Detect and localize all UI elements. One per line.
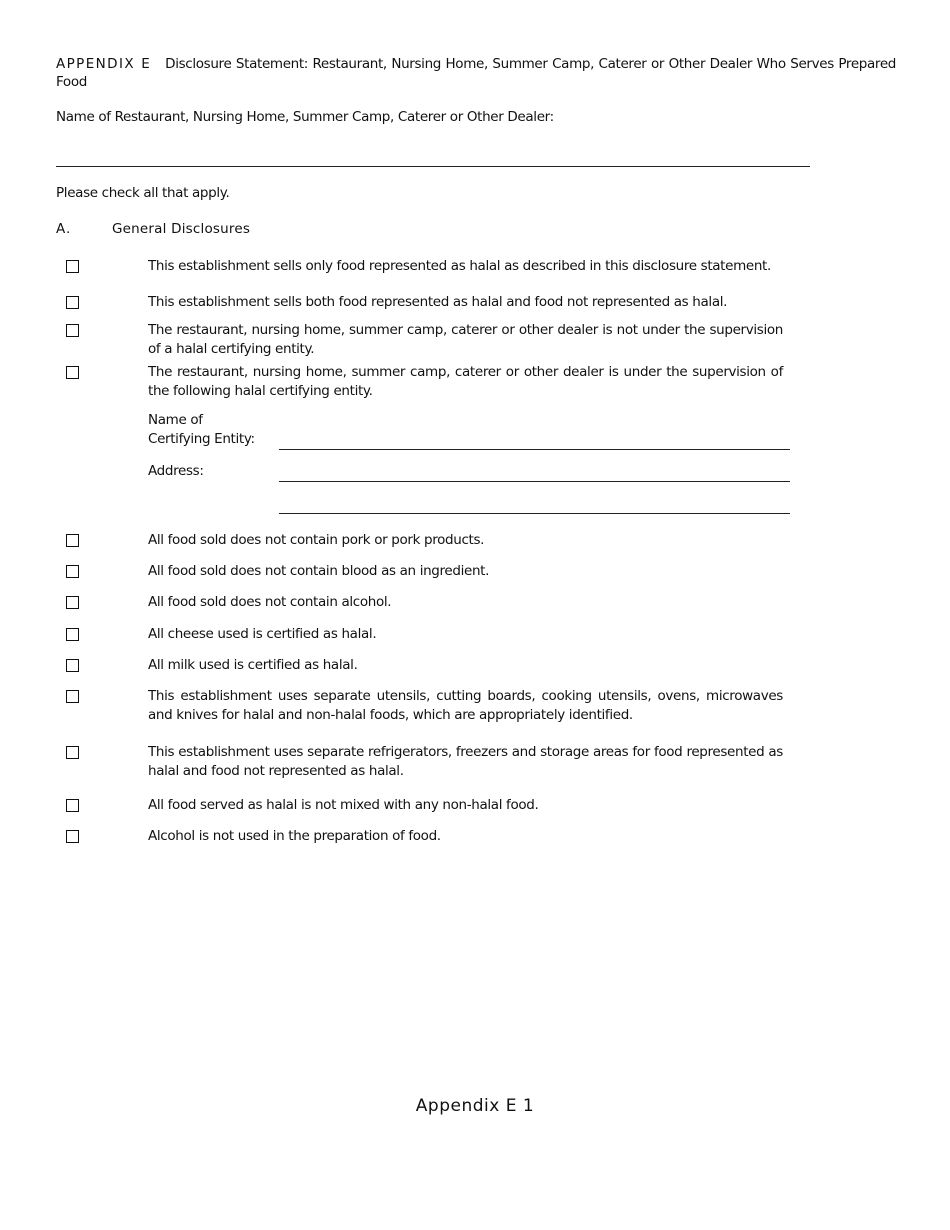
- certifying-entity-label-line2: Certifying Entity:: [148, 431, 255, 447]
- item-halal-milk: All milk used is certified as halal.: [148, 657, 358, 673]
- checkbox-both-halal-and-non-halal[interactable]: [66, 296, 79, 309]
- document-heading: [56, 55, 896, 91]
- certifying-entity-input[interactable]: [279, 449, 790, 450]
- item-only-halal: This establishment sells only food represented as halal as described in this disclosure statement.: [148, 258, 771, 274]
- address-input-line1[interactable]: [279, 481, 790, 482]
- checkbox-no-blood[interactable]: [66, 565, 79, 578]
- item-no-blood: All food sold does not contain blood as an ingredient.: [148, 563, 490, 579]
- address-label: Address:: [148, 463, 204, 479]
- checkbox-only-halal[interactable]: [66, 260, 79, 273]
- item-no-alcohol: All food sold does not contain alcohol.: [148, 594, 392, 610]
- checkbox-no-pork[interactable]: [66, 534, 79, 547]
- section-letter: A.: [56, 221, 72, 237]
- establishment-name-label: Name of Restaurant, Nursing Home, Summer Camp, Caterer or Other Dealer:: [56, 109, 554, 125]
- item-separate-storage: This establishment uses separate refrigerators, freezers and storage areas for food represented as halal and food not represented as halal.: [148, 744, 783, 779]
- item-separate-utensils: This establishment uses separate utensils, cutting boards, cooking utensils, ovens, microwaves and knives for halal and non-halal foods, which are appropriately identified.: [148, 688, 783, 723]
- item-no-pork: All food sold does not contain pork or pork products.: [148, 532, 485, 548]
- establishment-name-input[interactable]: [56, 166, 810, 167]
- page-footer: Appendix E 1: [415, 1096, 535, 1116]
- item-supervised: The restaurant, nursing home, summer camp, caterer or other dealer is under the supervision of the following halal certifying entity.: [148, 364, 783, 399]
- checkbox-no-alcohol[interactable]: [66, 596, 79, 609]
- item-not-mixed: All food served as halal is not mixed with any non-halal food.: [148, 797, 539, 813]
- checkbox-supervised[interactable]: [66, 366, 79, 379]
- document-title: Disclosure Statement: Restaurant, Nursing Home, Summer Camp, Caterer or Other Dealer Who Serves Prepared Food: [56, 56, 897, 90]
- checkbox-no-alcohol-in-preparation[interactable]: [66, 830, 79, 843]
- checkbox-separate-utensils[interactable]: [66, 690, 79, 703]
- item-not-supervised: The restaurant, nursing home, summer camp, caterer or other dealer is not under the supervision of a halal certifying entity.: [148, 322, 783, 357]
- checkbox-separate-storage[interactable]: [66, 746, 79, 759]
- instruction-text: Please check all that apply.: [56, 185, 230, 201]
- item-both-halal-and-non-halal: This establishment sells both food represented as halal and food not represented as halal.: [148, 294, 728, 310]
- checkbox-halal-cheese[interactable]: [66, 628, 79, 641]
- item-no-alcohol-in-preparation: Alcohol is not used in the preparation of food.: [148, 828, 441, 844]
- certifying-entity-label-line1: Name of: [148, 412, 203, 428]
- checkbox-halal-milk[interactable]: [66, 659, 79, 672]
- section-title: General Disclosures: [112, 221, 251, 237]
- address-input-line2[interactable]: [279, 513, 790, 514]
- checkbox-not-mixed[interactable]: [66, 799, 79, 812]
- checkbox-not-supervised[interactable]: [66, 324, 79, 337]
- appendix-label: APPENDIX E: [56, 56, 152, 72]
- item-halal-cheese: All cheese used is certified as halal.: [148, 626, 377, 642]
